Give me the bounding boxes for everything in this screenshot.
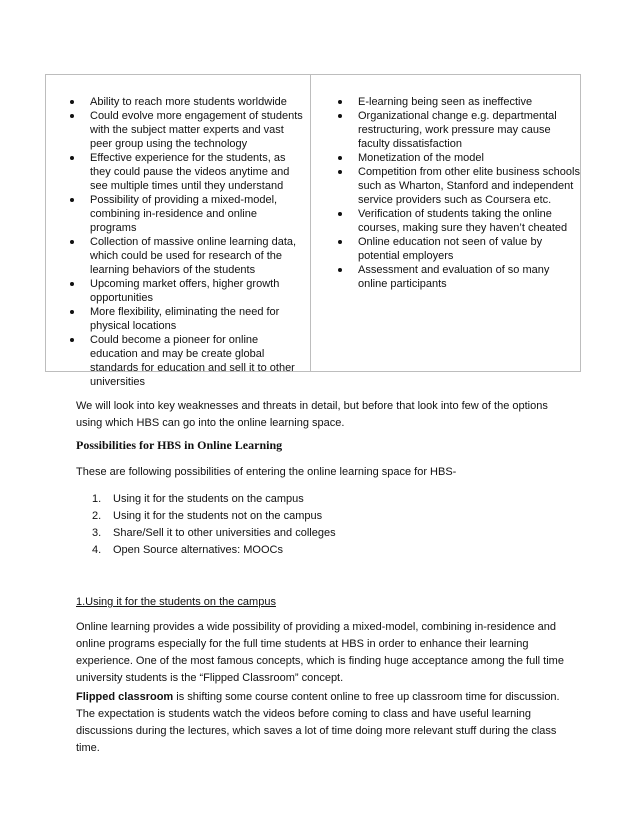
bullet-icon — [338, 212, 342, 216]
flipped-classroom-description: is shifting some course content online to free up classroom time for discussion. The expectation is students watch the videos before coming to class and have useful learning discussions during the lectures, which saves a lot of time doing more relevant stuff during the class time. — [76, 691, 560, 754]
bullet-icon — [338, 268, 342, 272]
list-item-text: Possibility of providing a mixed-model, combining in-residence and online programs — [90, 194, 278, 234]
list-item — [334, 95, 580, 109]
threats-list — [334, 95, 580, 291]
list-item-text: More flexibility, eliminating the need for physical locations — [90, 306, 280, 332]
opportunities-list — [66, 95, 306, 389]
list-item-text: E-learning being seen as ineffective — [358, 96, 533, 108]
list-item-text: Could evolve more engagement of students with the subject matter experts and vast peer group using the technology — [90, 110, 303, 150]
list-item-text: Could become a pioneer for online education and may be create global standards for education and sell it to other universities — [90, 334, 295, 388]
option-text: Using it for the students not on the campus — [113, 510, 323, 522]
option-text: Share/Sell it to other universities and colleges — [113, 527, 336, 539]
list-item-text: Assessment and evaluation of so many online participants — [358, 264, 550, 290]
list-item — [334, 165, 580, 207]
list-item — [66, 333, 306, 389]
flipped-classroom-paragraph — [76, 689, 572, 757]
bullet-icon — [338, 170, 342, 174]
list-item — [334, 207, 580, 235]
option-number: 2. — [92, 510, 102, 522]
option-text: Open Source alternatives: MOOCs — [113, 544, 283, 556]
section-heading: Possibilities for HBS in Online Learning — [76, 438, 283, 452]
list-item — [66, 151, 306, 193]
bullet-icon — [338, 156, 342, 160]
bullet-icon — [338, 114, 342, 118]
section-intro: These are following possibilities of entering the online learning space for HBS- — [76, 466, 457, 478]
option-item — [76, 542, 336, 559]
column-divider — [310, 75, 311, 371]
list-item-text: Online education not seen of value by potential employers — [358, 236, 543, 262]
option-text: Using it for the students on the campus — [113, 493, 304, 505]
list-item — [66, 95, 306, 109]
option-item — [76, 525, 336, 542]
online-learning-paragraph: Online learning provides a wide possibility of providing a mixed-model, combining in-residence and online programs especially for the full time students at HBS in order to enhance their learning experience. One of the most famous concepts, which is finding huge acceptance among the full time university students is the “Flipped Classroom” concept. — [76, 621, 564, 684]
opportunities-column — [66, 95, 306, 389]
subsection-heading: 1.Using it for the students on the campus — [76, 596, 276, 608]
option-item — [76, 508, 336, 525]
list-item-text: Ability to reach more students worldwide — [90, 96, 287, 108]
bullet-icon — [70, 156, 74, 160]
bullet-icon — [70, 240, 74, 244]
bullet-icon — [70, 282, 74, 286]
flipped-classroom-term: Flipped classroom — [76, 691, 174, 703]
intro-paragraph: We will look into key weaknesses and threats in detail, but before that look into few of the options using which HBS can go into the online learning space. — [76, 400, 548, 429]
list-item-text: Competition from other elite business schools such as Wharton, Stanford and independent service providers such as Coursera etc. — [358, 166, 580, 206]
bullet-icon — [70, 100, 74, 104]
option-number: 4. — [92, 544, 102, 556]
option-item — [76, 491, 336, 508]
list-item — [66, 235, 306, 277]
list-item — [334, 109, 580, 151]
option-number: 3. — [92, 527, 102, 539]
options-list — [76, 491, 336, 559]
bullet-icon — [70, 310, 74, 314]
list-item-text: Effective experience for the students, as they could pause the videos anytime and see multiple times until they understand — [90, 152, 290, 192]
threats-column — [334, 95, 580, 291]
list-item — [66, 109, 306, 151]
list-item-text: Organizational change e.g. departmental restructuring, work pressure may cause faculty dissatisfaction — [358, 110, 557, 150]
list-item-text: Monetization of the model — [358, 152, 484, 164]
option-number: 1. — [92, 493, 102, 505]
bullet-icon — [70, 114, 74, 118]
list-item-text: Verification of students taking the online courses, making sure they haven’t cheated — [358, 208, 568, 234]
bullet-icon — [70, 338, 74, 342]
bullet-icon — [338, 240, 342, 244]
swot-table — [45, 74, 581, 388]
list-item — [66, 193, 306, 235]
list-item — [66, 277, 306, 305]
list-item — [66, 305, 306, 333]
bullet-icon — [70, 198, 74, 202]
list-item — [334, 235, 580, 263]
list-item-text: Upcoming market offers, higher growth opportunities — [90, 278, 280, 304]
list-item — [334, 151, 580, 165]
list-item — [334, 263, 580, 291]
bullet-icon — [338, 100, 342, 104]
list-item-text: Collection of massive online learning data, which could be used for research of the learning behaviors of the students — [90, 236, 297, 276]
